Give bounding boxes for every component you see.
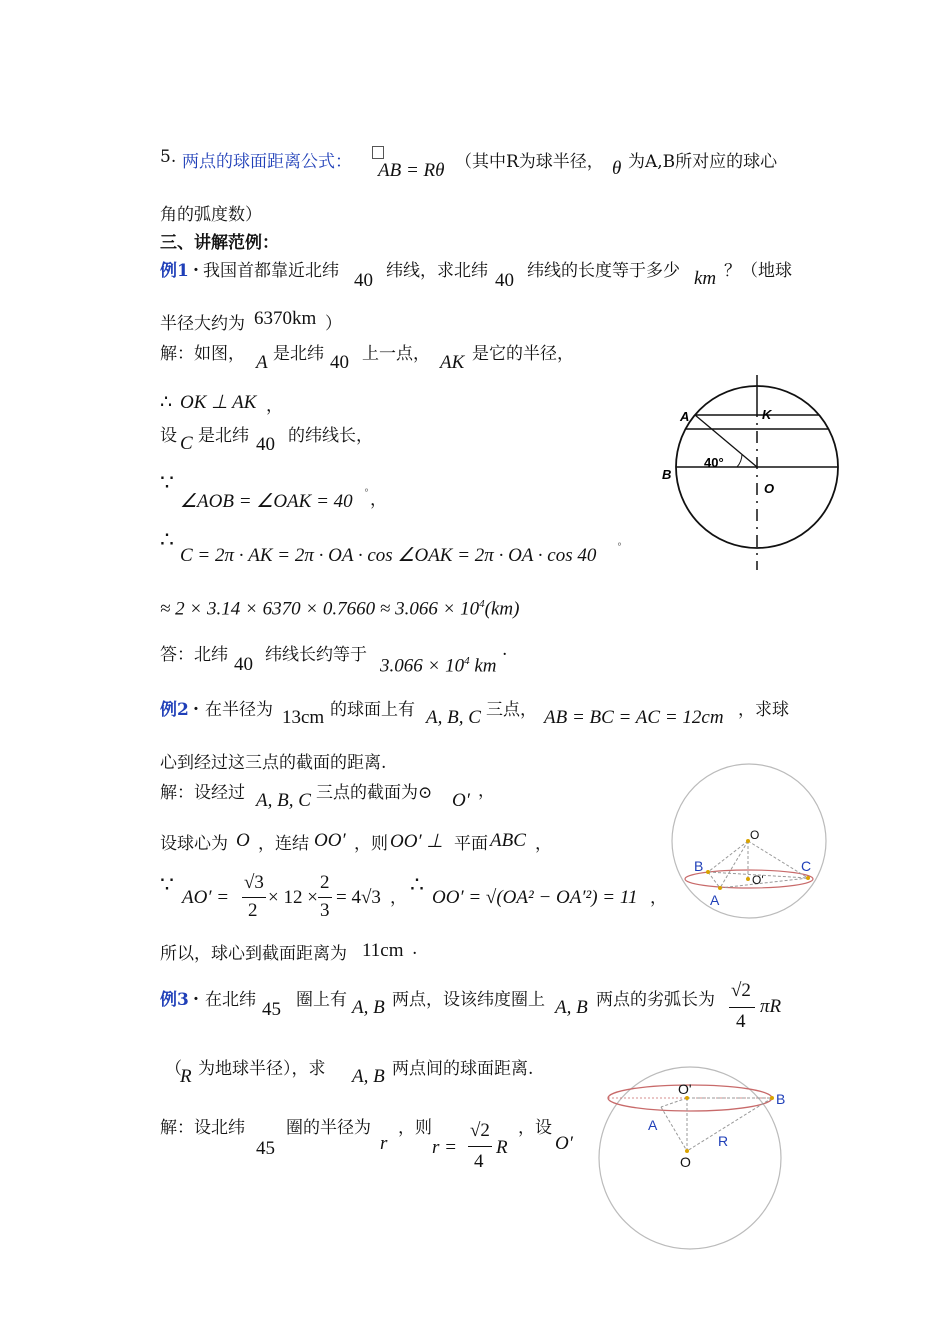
ex2-text: 心到经过这三点的截面的距离.: [160, 753, 387, 773]
solution-text: 圈的半径为: [286, 1118, 371, 1138]
fraction-sqrt2: √2: [470, 1120, 490, 1141]
fraction-denominator: 2: [248, 900, 258, 921]
therefore-symbol: ∴: [160, 527, 174, 552]
solution-text: 是北纬: [198, 426, 249, 446]
var-o: O: [236, 830, 250, 851]
therefore-symbol: ∴: [410, 872, 424, 897]
pi-r: πR: [760, 996, 782, 1017]
approx-equation: ≈ $2 \times 3.14 \times 6370 \times 0.7660 \approx 3.066 \times 10^4(km)$: [160, 598, 520, 620]
ex1-text: 半径大约为: [160, 314, 245, 334]
conclusion-text: 所以，球心到截面距离为: [160, 944, 347, 964]
label-dot: .: [193, 695, 199, 715]
comma: ，: [370, 490, 387, 510]
sphere-latitude-figure: [594, 1060, 794, 1250]
points-ab: A, B: [352, 1066, 385, 1087]
degree-mark: °: [364, 488, 369, 499]
var-r: r: [380, 1133, 388, 1154]
value-40: 40: [256, 434, 275, 455]
answer-text: 纬线长约等于: [265, 645, 367, 665]
fraction-bar: [468, 1146, 492, 1147]
example-3-label: 例3: [160, 990, 189, 1010]
perp-statement: OO′ ⊥: [390, 831, 443, 852]
solution-text: 设: [160, 426, 177, 446]
point-a-dot: [718, 886, 722, 890]
latitude-figure: [660, 375, 840, 575]
section-title: 两点的球面距离公式：: [182, 152, 352, 172]
solution-text: 设球心为: [160, 834, 228, 854]
solution-text: 解：如图，: [160, 344, 245, 364]
label-k: K: [762, 407, 772, 422]
ex1-text: 纬线，求北纬: [386, 261, 488, 281]
value-40: 40: [495, 270, 514, 291]
example-1-label: 例1: [160, 261, 189, 281]
note-text-2: 为A,B所对应的球心: [628, 152, 778, 172]
comma: ，: [478, 781, 495, 801]
value-45: 45: [256, 1138, 275, 1159]
degree-mark: °: [617, 542, 622, 553]
label-o: O: [764, 481, 775, 496]
solution-text: 的纬线长，: [288, 426, 373, 446]
ex1-text: 纬线的长度等于多少: [527, 261, 680, 281]
therefore-symbol: ∴: [160, 392, 173, 413]
solution-text: ，则: [354, 834, 388, 854]
ex2-text: 的球面上有: [330, 700, 415, 720]
ex3-text: 两点间的球面距离.: [392, 1059, 534, 1079]
section-header: 三、讲解范例：: [160, 233, 279, 253]
solution-text: 上一点，: [362, 344, 430, 364]
ex1-text: 我国首都靠近北纬: [203, 261, 339, 281]
label-o: O: [750, 828, 760, 842]
angle-equation: ∠AOB = ∠OAK = 40: [180, 491, 353, 512]
label-40-degree: 40°: [704, 455, 724, 470]
theta-symbol: θ: [612, 158, 622, 179]
fraction-bar: [729, 1007, 755, 1008]
period: .: [412, 939, 418, 959]
radius-oa: [661, 1107, 687, 1151]
segment-ak: AK: [440, 352, 465, 373]
label-b: B: [694, 858, 704, 874]
point-b-dot: [706, 870, 710, 874]
solution-text: 平面: [454, 834, 488, 854]
ex3-text: 为地球半径），求: [198, 1059, 326, 1079]
fraction-denominator: 3: [320, 900, 330, 921]
label-r: R: [718, 1133, 729, 1149]
r-equation: r =: [432, 1137, 457, 1158]
comma: ，: [650, 888, 667, 908]
ex2-text: ，求球: [738, 700, 789, 720]
equal-sides: AB = BC = AC = 12cm: [544, 707, 724, 728]
ex3-text: 两点，设该纬度圈上: [392, 990, 545, 1010]
solution-text: ，则: [398, 1118, 432, 1138]
because-symbol: ∵: [160, 470, 174, 495]
points-abc: A, B, C: [256, 790, 311, 811]
point-o-dot: [685, 1149, 689, 1153]
fraction-denominator: 4: [474, 1151, 484, 1172]
comma: ，: [266, 396, 283, 416]
edge-oa: [720, 841, 748, 888]
value-40: 40: [354, 270, 373, 291]
answer-text: 答：北纬: [160, 645, 228, 665]
ex3-text: 在北纬: [205, 990, 256, 1010]
radius-o-prime-a: [661, 1098, 687, 1107]
solution-text: 是北纬: [273, 344, 324, 364]
circumference-equation: C = 2π · AK = 2π · OA · cos ∠OAK = 2π · OA · cos 40: [180, 545, 597, 566]
points-ab: A, B: [352, 997, 385, 1018]
ex3-text: （: [165, 1059, 182, 1079]
point-o-prime-dot: [746, 877, 750, 881]
period: .: [502, 640, 508, 660]
value-40: 40: [330, 352, 349, 373]
fraction-bar: [318, 897, 332, 898]
points-ab: A, B: [555, 997, 588, 1018]
point-a: A: [256, 352, 268, 373]
solution-text: 是它的半径，: [472, 344, 574, 364]
edge-ob: [708, 841, 748, 872]
oo-prime-equation: OO′ = √(OA² − OA′²) = 11: [432, 887, 638, 908]
plane-abc: ABC: [490, 830, 526, 851]
label-c: C: [801, 858, 812, 874]
radius-13cm: 13cm: [282, 707, 325, 728]
label-o-prime: O': [752, 873, 764, 887]
formula-ab-rtheta: AB = Rθ: [378, 160, 445, 181]
solution-text: 解：设北纬: [160, 1118, 245, 1138]
comma: ，: [535, 834, 552, 854]
fraction-denominator: 4: [736, 1011, 746, 1032]
ao-prime: AO′ =: [182, 887, 230, 908]
note-text: （其中R为球半径，: [455, 152, 604, 172]
earth-radius: 6370km: [254, 308, 317, 329]
point-c-dot: [806, 876, 810, 880]
label-a: A: [648, 1117, 658, 1133]
label-o: O: [680, 1154, 691, 1170]
point-b-dot: [770, 1096, 774, 1100]
label-dot: .: [193, 256, 199, 276]
ex1-text: ？（地球: [724, 261, 792, 281]
ex2-text: 三点，: [486, 700, 537, 720]
radius-ob: [687, 1098, 772, 1151]
solution-text: ，连结: [258, 834, 309, 854]
perp-statement: OK ⊥ AK: [180, 392, 257, 413]
example-2-label: 例2: [160, 700, 189, 720]
solution-text: 解：设经过: [160, 783, 245, 803]
label-b: B: [662, 467, 672, 482]
var-r-upper: R: [496, 1137, 508, 1158]
solution-text: ，设: [518, 1118, 552, 1138]
unit-km: km: [694, 268, 717, 289]
because-symbol: ∵: [160, 872, 174, 897]
segment-oo-prime: OO′: [314, 830, 346, 851]
note-text-3: 角的弧度数）: [160, 205, 262, 225]
solution-text: 三点的截面为⊙: [316, 783, 433, 803]
fraction-numerator: 2: [320, 872, 330, 893]
circle-center-o-prime: O′: [555, 1133, 573, 1154]
value-45: 45: [262, 999, 281, 1020]
ex3-text: 圈上有: [296, 990, 347, 1010]
sphere-triangle-figure: [668, 763, 833, 923]
section-number: 5.: [160, 147, 177, 167]
arc-placeholder-icon: [372, 146, 384, 159]
fraction-sqrt2: √2: [731, 980, 751, 1001]
ex3-text: 两点的劣弧长为: [596, 990, 715, 1010]
var-r-upper: R: [180, 1066, 192, 1087]
label-a: A: [710, 892, 720, 908]
times-12: × 12 ×: [268, 887, 318, 908]
var-c: C: [180, 433, 193, 454]
answer-value: $3.066 \times 10^4$ km: [380, 655, 497, 677]
distance-11cm: 11cm: [362, 940, 404, 961]
circle-center-o-prime: O′: [452, 790, 470, 811]
result-4sqrt3: = 4√3: [336, 887, 381, 908]
label-o-prime: O': [678, 1081, 692, 1097]
value-40: 40: [234, 654, 253, 675]
label-dot: .: [193, 985, 199, 1005]
fraction-bar: [242, 897, 266, 898]
ex2-text: 在半径为: [205, 700, 273, 720]
angle-arc: [737, 454, 742, 467]
label-b: B: [776, 1091, 786, 1107]
fraction-sqrt3: √3: [244, 872, 264, 893]
points-abc: A, B, C: [426, 707, 481, 728]
comma: ，: [390, 888, 407, 908]
label-a: A: [680, 409, 690, 424]
edge-ac: [720, 878, 808, 888]
ex1-text: ）: [325, 314, 342, 334]
